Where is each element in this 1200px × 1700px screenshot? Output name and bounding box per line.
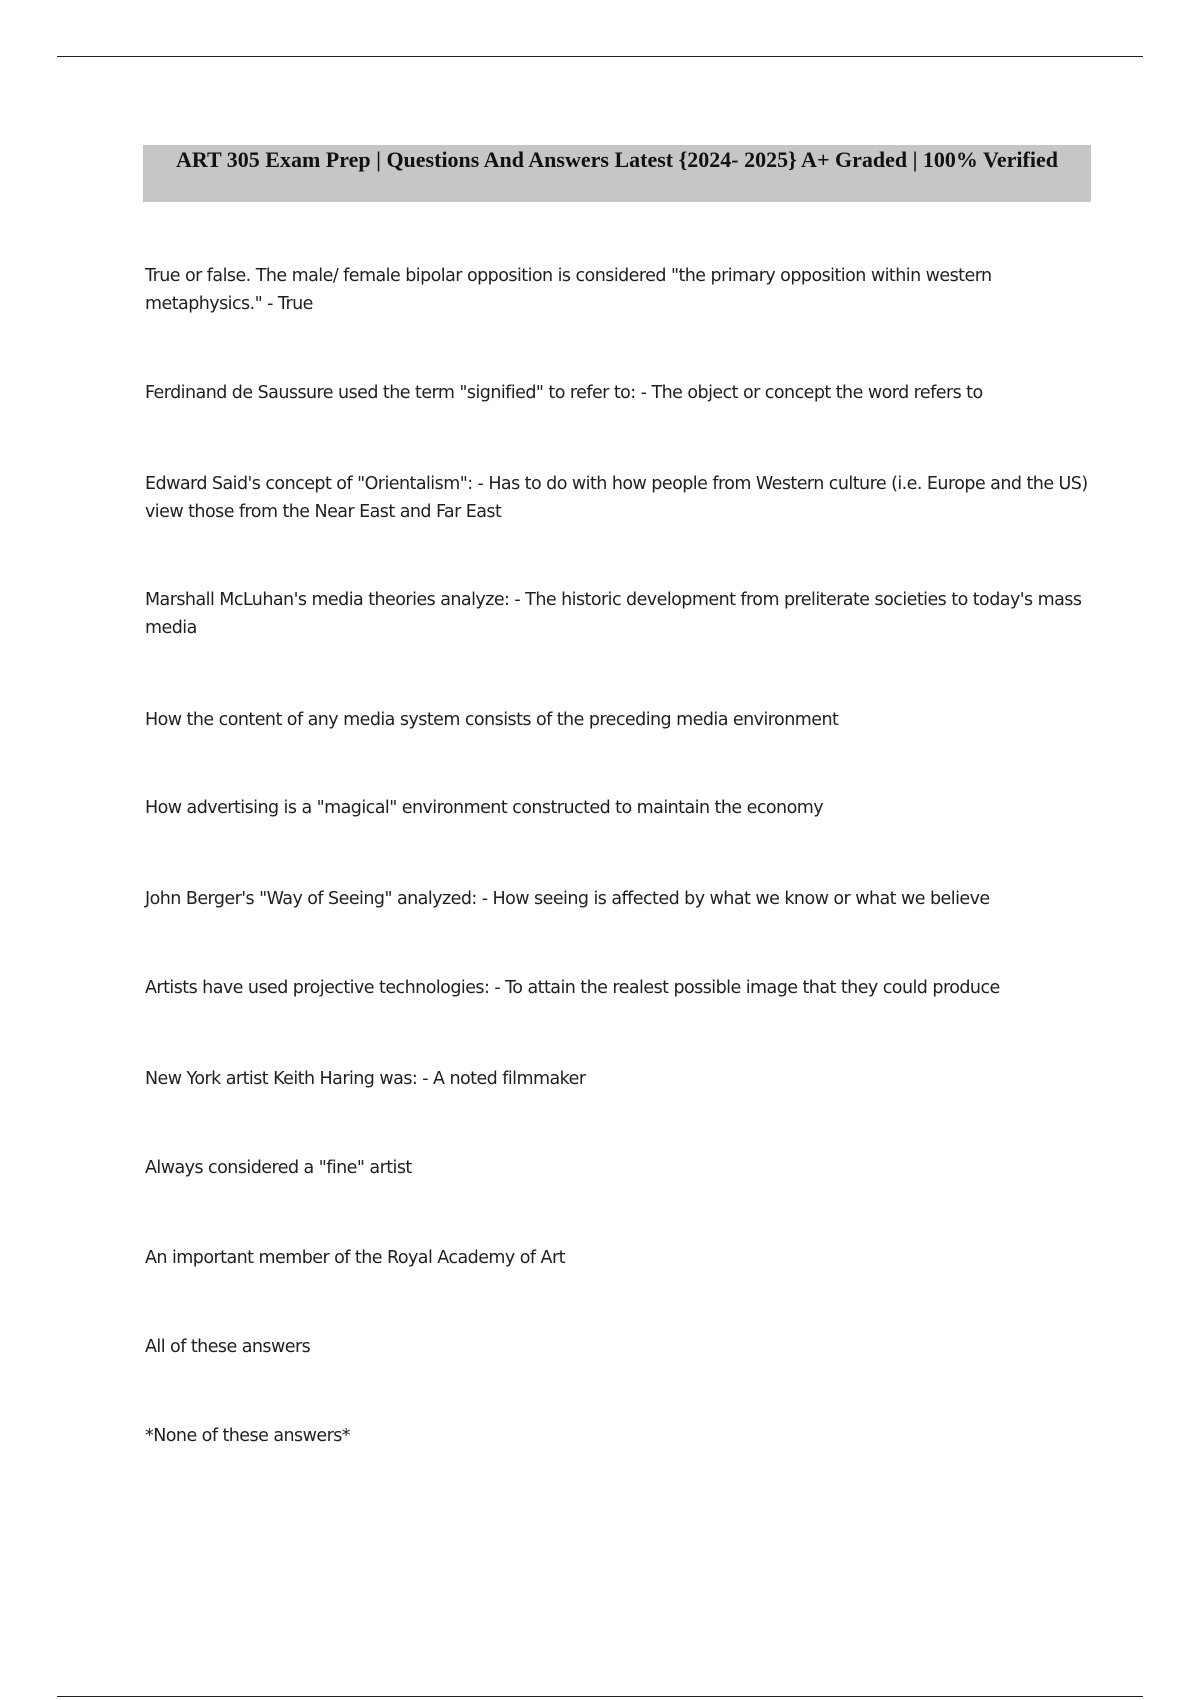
qa-item-9: New York artist Keith Haring was: - A noted filmmaker: [145, 1069, 586, 1089]
qa-item-7: John Berger's "Way of Seeing" analyzed: - How seeing is affected by what we know or what we believe: [145, 889, 990, 909]
qa-item-3: Edward Said's concept of "Orientalism": - Has to do with how people from Western culture (i.e. Europe and the US) view those from the Near East and Far East: [145, 474, 1088, 522]
qa-item-10: Always considered a "fine" artist: [145, 1158, 412, 1178]
qa-item-11: An important member of the Royal Academy of Art: [145, 1248, 565, 1268]
footer-rule: [57, 1696, 1143, 1697]
qa-item-2: Ferdinand de Saussure used the term "signified" to refer to: - The object or concept the word refers to: [145, 383, 983, 403]
qa-item-13: *None of these answers*: [145, 1426, 350, 1446]
qa-item-4: Marshall McLuhan's media theories analyze: - The historic development from preliterate societies to today's mass media: [145, 590, 1082, 638]
qa-item-5: How the content of any media system consists of the preceding media environment: [145, 710, 839, 730]
qa-item-1: True or false. The male/ female bipolar opposition is considered "the primary opposition within western metaphysics." - True: [145, 266, 992, 314]
qa-item-6: How advertising is a "magical" environment constructed to maintain the economy: [145, 798, 824, 818]
qa-item-12: All of these answers: [145, 1337, 311, 1357]
header-rule: [57, 56, 1143, 57]
qa-item-8: Artists have used projective technologies: - To attain the realest possible image that they could produce: [145, 978, 1000, 998]
document-title: ART 305 Exam Prep | Questions And Answers Latest {2024- 2025} A+ Graded | 100% Verified: [143, 145, 1091, 202]
